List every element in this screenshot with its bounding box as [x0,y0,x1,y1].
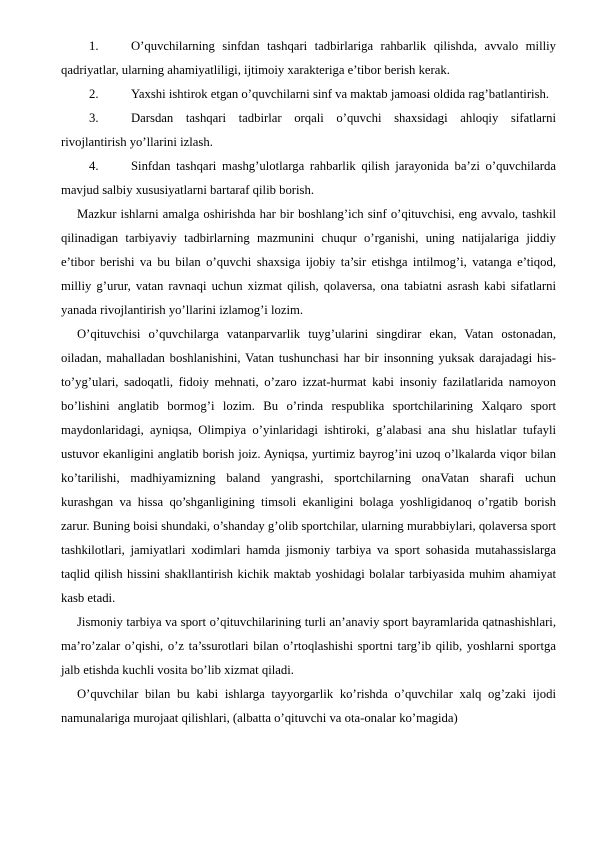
body-paragraph: Mazkur ishlarni amalga oshirishda har bir boshlang’ich sinf o’qituvchisi, eng avvalo, tashkil qilinadigan tarbiyaviy tadbirlarning mazmunini chuqur o’rganishi, uning natijalariga jiddiy e’tibor berishi va bu bilan o’quvchi shaxsiga ijobiy ta’sir etishga intilmog’i, vatanga e’tiqod, milliy g’urur, vatan ravnaqi uchun xizmat qilish, qolaversa, ona tabiatni asrash kabi sifatlarni yanada rivojlantirish yo’llarini izlamog’i lozim. [61,207,556,317]
list-item-number: 2. [89,87,99,101]
list-item-text: Sinfdan tashqari mashg’ulotlarga rahbarlik qilish jarayonida ba’zi o’quvchilarda mavjud salbiy xususiyatlarni bartaraf qilib borish. [61,159,556,197]
body-paragraph: O’quvchilar bilan bu kabi ishlarga tayyorgarlik ko’rishda o’quvchilar xalq og’zaki ijodi namunalariga murojaat qilishlari, (albatta o’qituvchi va ota-onalar ko’magida) [61,687,556,725]
list-item-number: 1. [89,39,99,53]
document-page [61,34,556,730]
list-item [61,82,556,106]
numbered-list [61,34,556,202]
list-item-text: O’quvchilarning sinfdan tashqari tadbirlariga rahbarlik qilishda, avvalo milliy qadriyatlar, ularning ahamiyatliligi, ijtimoiy xarakteriga e’tibor berish kerak. [61,39,556,77]
list-item [61,34,556,82]
list-item-text: Darsdan tashqari tadbirlar orqali o’quvchi shaxsidagi ahloqiy sifatlarni rivojlantirish yo’llarini izlash. [61,111,556,149]
list-item [61,106,556,154]
list-item-number: 4. [89,159,99,173]
list-item [61,154,556,202]
list-item-number: 3. [89,111,99,125]
body-paragraph: O’qituvchisi o’quvchilarga vatanparvarlik tuyg’ularini singdirar ekan, Vatan ostonadan, oiladan, mahalladan boshlanishini, Vatan tushunchasi har bir insonning yuksak darajadagi his-to’yg’ulari, sadoqatli, fidoiy mehnati, o’zaro izzat-hurmat kabi insoniy fazilatlarida namoyon bo’lishini anglatib bormog’i lozim. Bu o’rinda respublika sportchilarining Xalqaro sport maydonlaridagi, ayniqsa, Olimpiya o’yinlaridagi ishtiroki, g’alabasi ana shu hislatlar tufayli ustuvor ekanligini anglatib borish joiz. Ayniqsa, yurtimiz bayrog’ini uzoq o’lkalarda viqor bilan ko’tarilishi, madhiyamizning baland yangrashi, sportchilarning onaVatan sharafi uchun kurashgan va hissa qo’shganligining timsoli ekanligini bolaga yoshligidanoq o’rgatib borish zarur. Buning boisi shundaki, o’shanday g’olib sportchilar, ularning murabbiylari, qolaversa sport tashkilotlari, jamiyatlari xodimlari hamda jismoniy tarbiya va sport sohasida mutahassislarga taqlid qilish hissini shakllantirish kichik maktab yoshidagi bolalar tarbiyasida muhim ahamiyat kasb etadi. [61,327,556,605]
body-paragraph: Jismoniy tarbiya va sport o’qituvchilarining turli an’anaviy sport bayramlarida qatnashishlari, ma’ro’zalar o’qishi, o’z ta’ssurotlari bilan o’rtoqlashishi sportni targ’ib qilib, yoshlarni sportga jalb etishda kuchli vosita bo’lib xizmat qiladi. [61,615,556,677]
list-item-text: Yaxshi ishtirok etgan o’quvchilarni sinf va maktab jamoasi oldida rag’batlantirish. [131,87,550,101]
